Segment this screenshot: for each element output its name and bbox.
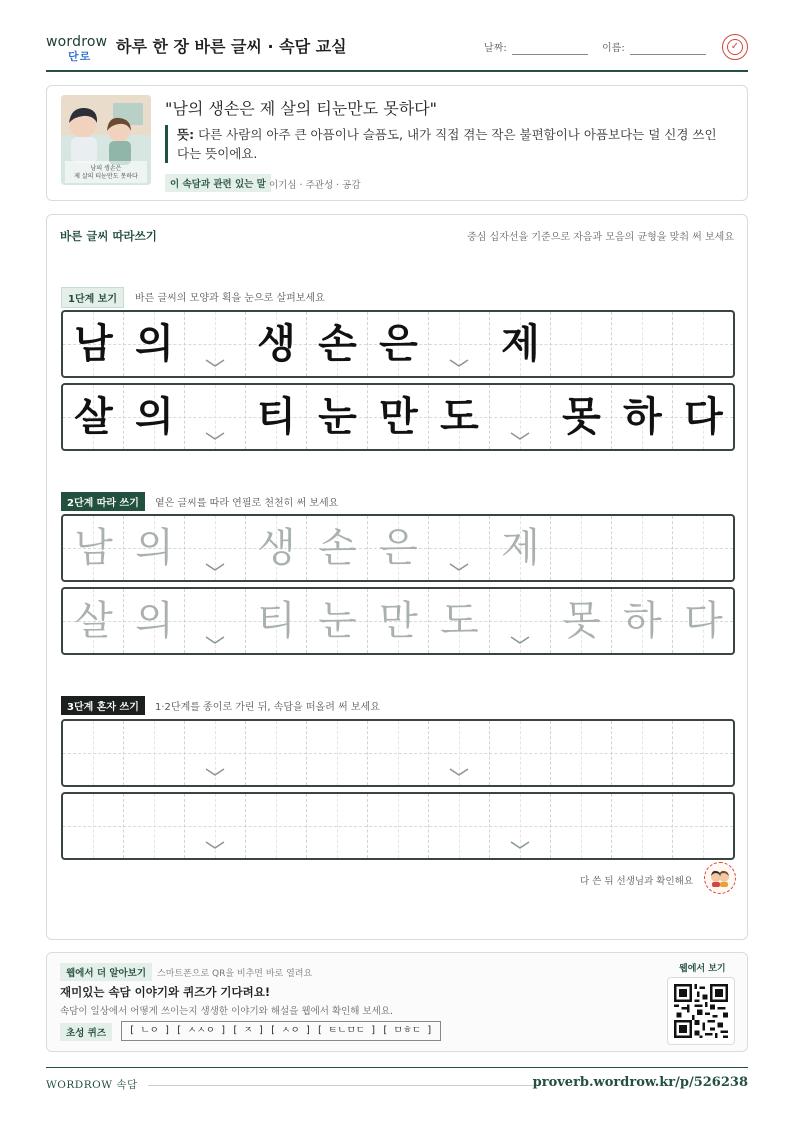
grid-cell bbox=[124, 312, 185, 376]
hangul-glyph: 다 bbox=[684, 394, 723, 440]
guide-line bbox=[581, 516, 582, 580]
space-mark-icon bbox=[205, 767, 225, 777]
hangul-glyph: 도 bbox=[440, 394, 479, 440]
grid-cell bbox=[429, 312, 490, 376]
step2-label: 2단계 따라 쓰기 bbox=[61, 492, 145, 511]
tracing-row[interactable] bbox=[61, 587, 735, 655]
tracing-row[interactable] bbox=[61, 514, 735, 582]
hangul-glyph: 만 bbox=[379, 394, 418, 440]
grid-cell bbox=[490, 385, 551, 449]
related-words: 이기심 · 주관성 · 공감 bbox=[269, 180, 361, 191]
space-mark-icon bbox=[449, 562, 469, 572]
practice-hint: 중심 십자선을 기준으로 자음과 모음의 균형을 맞춰 써 보세요 bbox=[467, 232, 734, 243]
grid-cell[interactable] bbox=[673, 721, 734, 785]
grid-cell[interactable] bbox=[246, 794, 307, 858]
hangul-glyph: 다 bbox=[684, 598, 723, 644]
grid-cell[interactable] bbox=[63, 516, 124, 580]
handwriting-practice-panel bbox=[46, 214, 748, 940]
hangul-glyph: 제 bbox=[501, 525, 540, 571]
guide-line bbox=[398, 721, 399, 785]
space-mark-icon bbox=[449, 358, 469, 368]
date-label: 날짜: bbox=[484, 43, 507, 54]
grid-cell[interactable] bbox=[246, 721, 307, 785]
grid-cell[interactable] bbox=[63, 721, 124, 785]
related-words-tag: 이 속담과 관련 있는 말 bbox=[165, 174, 271, 192]
grid-cell[interactable] bbox=[551, 721, 612, 785]
guide-line bbox=[703, 721, 704, 785]
guide-line bbox=[337, 721, 338, 785]
hangul-glyph: 제 bbox=[501, 321, 540, 367]
page-footer bbox=[46, 1067, 748, 1091]
step1-desc: 바른 글씨의 모양과 획을 눈으로 살펴보세요 bbox=[135, 293, 325, 304]
grid-cell[interactable] bbox=[429, 589, 490, 653]
step3-desc: 1·2단계를 종이로 가린 뒤, 속담을 떠올려 써 보세요 bbox=[155, 702, 380, 713]
hangul-glyph: 살 bbox=[74, 394, 113, 440]
writing-row bbox=[61, 383, 735, 451]
grid-cell[interactable] bbox=[124, 516, 185, 580]
grid-cell bbox=[551, 312, 612, 376]
grid-cell[interactable] bbox=[551, 516, 612, 580]
grid-cell bbox=[368, 385, 429, 449]
step2-desc: 옅은 글씨를 따라 연필로 천천히 써 보세요 bbox=[155, 498, 339, 509]
space-mark-icon bbox=[510, 840, 530, 850]
guide-line bbox=[154, 721, 155, 785]
grid-cell[interactable] bbox=[612, 589, 673, 653]
teacher-check-text: 다 쓴 뒤 선생님과 확인해요 bbox=[579, 876, 693, 887]
grid-cell[interactable] bbox=[185, 794, 246, 858]
web-more-desc: 스마트폰으로 QR을 비추면 바로 열려요 bbox=[157, 969, 313, 979]
grid-cell[interactable] bbox=[490, 589, 551, 653]
guide-line bbox=[154, 794, 155, 858]
hangul-glyph: 의 bbox=[135, 394, 174, 440]
space-mark-icon bbox=[205, 431, 225, 441]
guide-line bbox=[459, 794, 460, 858]
free-writing-row[interactable] bbox=[61, 719, 735, 787]
page-title: 하루 한 장 바른 글씨 · 속담 교실 bbox=[116, 37, 347, 56]
proverb-meaning bbox=[165, 125, 725, 163]
grid-cell[interactable] bbox=[307, 516, 368, 580]
meaning-label: 뜻: bbox=[177, 127, 195, 142]
guide-line bbox=[337, 794, 338, 858]
guide-line bbox=[276, 794, 277, 858]
space-mark-icon bbox=[205, 562, 225, 572]
guide-line bbox=[581, 794, 582, 858]
grid-cell bbox=[185, 312, 246, 376]
grid-cell[interactable] bbox=[185, 516, 246, 580]
guide-line bbox=[703, 516, 704, 580]
space-mark-icon bbox=[449, 767, 469, 777]
practice-title: 바른 글씨 따라쓰기 bbox=[60, 229, 157, 243]
grid-cell[interactable] bbox=[246, 589, 307, 653]
chosung-quiz-label: 초성 퀴즈 bbox=[60, 1023, 112, 1041]
page-header bbox=[46, 28, 748, 72]
guide-line bbox=[581, 312, 582, 376]
hangul-glyph: 도 bbox=[440, 598, 479, 644]
guide-line bbox=[642, 721, 643, 785]
grid-cell[interactable] bbox=[124, 794, 185, 858]
guide-line bbox=[581, 721, 582, 785]
grid-cell bbox=[612, 312, 673, 376]
hangul-glyph: 눈 bbox=[318, 394, 357, 440]
hangul-glyph: 생 bbox=[257, 321, 296, 367]
grid-cell[interactable] bbox=[490, 794, 551, 858]
grid-cell[interactable] bbox=[429, 721, 490, 785]
web-headline: 재미있는 속담 이야기와 퀴즈가 기다려요! bbox=[60, 985, 271, 999]
hangul-glyph: 의 bbox=[135, 321, 174, 367]
grid-cell[interactable] bbox=[307, 589, 368, 653]
grid-cell bbox=[63, 385, 124, 449]
qr-code-icon[interactable] bbox=[667, 977, 735, 1045]
hangul-glyph: 살 bbox=[74, 598, 113, 644]
grid-cell[interactable] bbox=[429, 516, 490, 580]
guide-line bbox=[276, 721, 277, 785]
grid-cell bbox=[429, 385, 490, 449]
grid-cell[interactable] bbox=[490, 721, 551, 785]
grid-cell bbox=[246, 312, 307, 376]
hangul-glyph: 만 bbox=[379, 598, 418, 644]
step3-label: 3단계 혼자 쓰기 bbox=[61, 696, 145, 715]
grid-cell[interactable] bbox=[673, 589, 734, 653]
guide-line bbox=[642, 794, 643, 858]
grid-cell[interactable] bbox=[185, 721, 246, 785]
proverb-card bbox=[46, 85, 748, 201]
grid-cell[interactable] bbox=[490, 516, 551, 580]
grid-cell[interactable] bbox=[673, 794, 734, 858]
svg-text:남의 생손은: 남의 생손은 bbox=[90, 165, 122, 172]
grid-cell[interactable] bbox=[368, 721, 429, 785]
hangul-glyph: 못 bbox=[562, 394, 601, 440]
hangul-glyph: 티 bbox=[257, 598, 296, 644]
footer-url-link[interactable]: proverb.wordrow.kr/p/526238 bbox=[532, 1075, 748, 1090]
web-see-label: 웹에서 보기 bbox=[679, 964, 726, 974]
meaning-text: 다른 사람의 아주 큰 아픔이나 슬픔도, 내가 직접 겪는 작은 불편함이나 아픔보다는 덜 신경 쓰인다는 뜻이에요. bbox=[177, 127, 717, 161]
hangul-glyph: 의 bbox=[135, 525, 174, 571]
hangul-glyph: 은 bbox=[379, 321, 418, 367]
grid-cell[interactable] bbox=[612, 794, 673, 858]
hangul-glyph: 손 bbox=[318, 525, 357, 571]
guide-line bbox=[398, 794, 399, 858]
space-mark-icon bbox=[510, 635, 530, 645]
web-more-card bbox=[46, 952, 748, 1052]
wordrow-logo: wordrow 단로 bbox=[46, 34, 108, 63]
chosung-quiz: [ ㄴㅇ ] [ ㅅㅅㅇ ] [ ㅈ ] [ ㅅㅇ ] [ ㅌㄴㅁㄷ ] [ ㅁㅎㄷ ] bbox=[121, 1021, 441, 1041]
hangul-glyph: 티 bbox=[257, 394, 296, 440]
date-field[interactable] bbox=[512, 54, 588, 55]
guide-line bbox=[642, 516, 643, 580]
grid-cell[interactable] bbox=[307, 721, 368, 785]
grid-cell[interactable] bbox=[307, 794, 368, 858]
proverb-text: "남의 생손은 제 살의 티눈만도 못하다" bbox=[165, 99, 437, 118]
hangul-glyph: 손 bbox=[318, 321, 357, 367]
writing-row bbox=[61, 310, 735, 378]
footer-brand: WORDROW 속담 bbox=[46, 1079, 138, 1091]
hangul-glyph: 못 bbox=[562, 598, 601, 644]
grid-cell[interactable] bbox=[612, 721, 673, 785]
name-label: 이름: bbox=[602, 43, 625, 54]
grid-cell[interactable] bbox=[63, 589, 124, 653]
grid-cell bbox=[246, 385, 307, 449]
guide-line bbox=[642, 312, 643, 376]
hangul-glyph: 생 bbox=[257, 525, 296, 571]
hangul-glyph: 하 bbox=[623, 598, 662, 644]
grid-cell[interactable] bbox=[368, 794, 429, 858]
grid-cell[interactable] bbox=[673, 516, 734, 580]
guide-line bbox=[520, 721, 521, 785]
grid-cell[interactable] bbox=[429, 794, 490, 858]
hangul-glyph: 남 bbox=[74, 525, 113, 571]
guide-line bbox=[93, 721, 94, 785]
grid-cell bbox=[124, 385, 185, 449]
grid-cell bbox=[612, 385, 673, 449]
space-mark-icon bbox=[205, 358, 225, 368]
hangul-glyph: 하 bbox=[623, 394, 662, 440]
grid-cell bbox=[673, 312, 734, 376]
hangul-glyph: 의 bbox=[135, 598, 174, 644]
check-stamp-icon: ✓ bbox=[722, 34, 748, 60]
grid-cell[interactable] bbox=[246, 516, 307, 580]
space-mark-icon bbox=[510, 431, 530, 441]
step1-label: 1단계 보기 bbox=[61, 287, 124, 308]
hangul-glyph: 눈 bbox=[318, 598, 357, 644]
grid-cell bbox=[307, 312, 368, 376]
grid-cell[interactable] bbox=[124, 589, 185, 653]
grid-cell[interactable] bbox=[368, 589, 429, 653]
web-more-tag: 웹에서 더 알아보기 bbox=[60, 963, 152, 981]
grid-cell[interactable] bbox=[368, 516, 429, 580]
grid-cell bbox=[185, 385, 246, 449]
grid-cell[interactable] bbox=[551, 589, 612, 653]
grid-cell[interactable] bbox=[612, 516, 673, 580]
guide-line bbox=[703, 794, 704, 858]
grid-cell[interactable] bbox=[551, 794, 612, 858]
footer-divider bbox=[148, 1085, 538, 1086]
grid-cell[interactable] bbox=[124, 721, 185, 785]
teacher-badge-icon bbox=[704, 862, 736, 894]
grid-cell bbox=[673, 385, 734, 449]
space-mark-icon bbox=[205, 635, 225, 645]
web-description: 속담이 일상에서 어떻게 쓰이는지 생생한 이야기와 해설을 웹에서 확인해 보세요. bbox=[60, 1006, 394, 1017]
grid-cell bbox=[63, 312, 124, 376]
grid-cell[interactable] bbox=[63, 794, 124, 858]
hangul-glyph: 은 bbox=[379, 525, 418, 571]
guide-line bbox=[703, 312, 704, 376]
space-mark-icon bbox=[205, 840, 225, 850]
grid-cell bbox=[368, 312, 429, 376]
free-writing-row[interactable] bbox=[61, 792, 735, 860]
svg-text:제 살의 티눈만도 못하다: 제 살의 티눈만도 못하다 bbox=[74, 173, 138, 180]
guide-line bbox=[93, 794, 94, 858]
hangul-glyph: 남 bbox=[74, 321, 113, 367]
name-field[interactable] bbox=[630, 54, 706, 55]
grid-cell bbox=[490, 312, 551, 376]
grid-cell bbox=[551, 385, 612, 449]
proverb-illustration bbox=[61, 95, 151, 185]
grid-cell bbox=[307, 385, 368, 449]
grid-cell[interactable] bbox=[185, 589, 246, 653]
